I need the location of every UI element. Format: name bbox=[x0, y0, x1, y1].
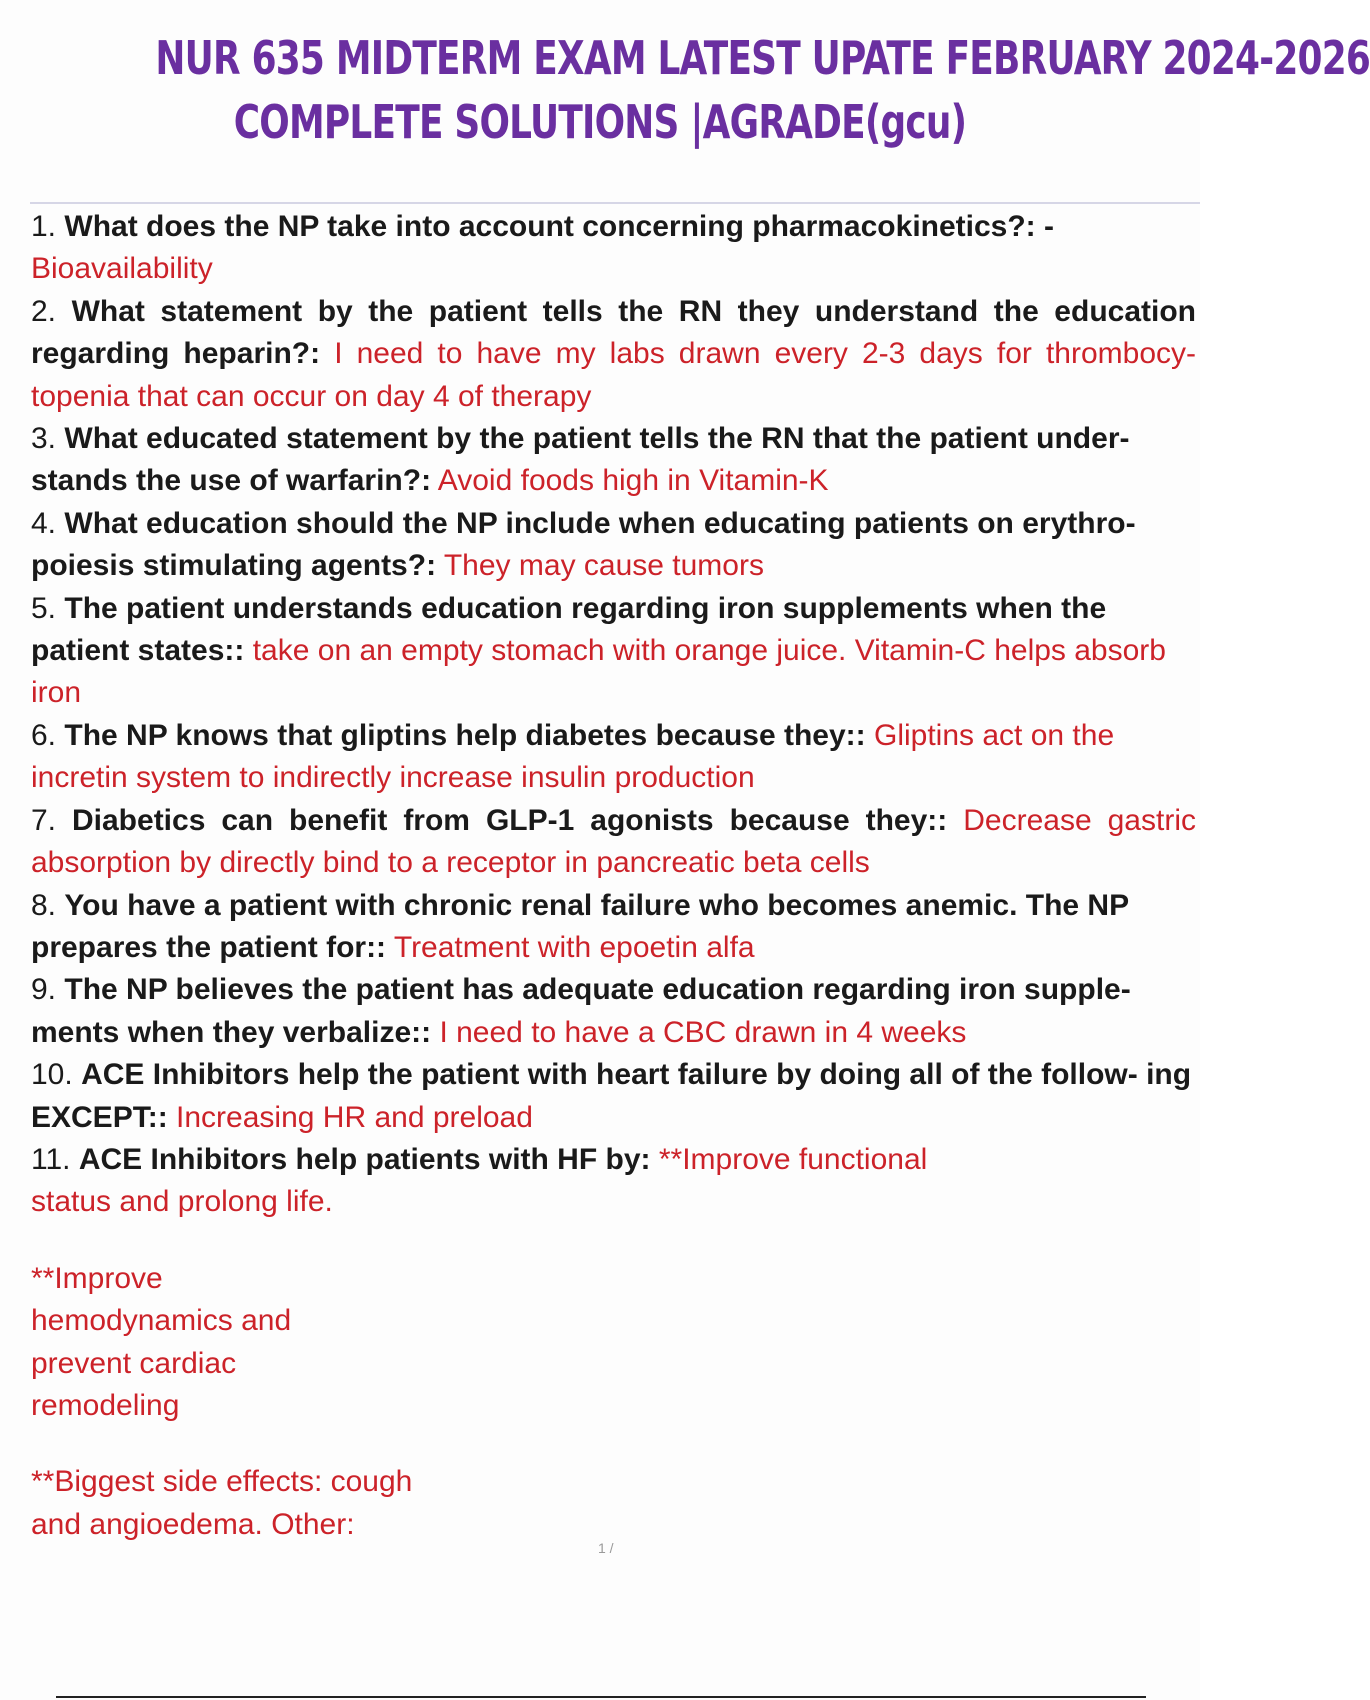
item-number: 6. bbox=[31, 718, 57, 752]
note-line: prevent cardiac bbox=[31, 1346, 237, 1380]
qa-item-8 bbox=[31, 885, 1196, 970]
item-number: 8. bbox=[31, 888, 57, 922]
item-number: 7. bbox=[31, 803, 57, 837]
item-number: 9. bbox=[31, 973, 57, 1007]
question-text: The NP believes the patient has adequate education regarding iron supple- ments when they verbalize:: bbox=[31, 973, 1131, 1049]
item-number: 4. bbox=[31, 506, 57, 540]
answer-text: Avoid foods high in Vitamin-K bbox=[437, 464, 829, 498]
qa-list bbox=[31, 206, 1196, 1546]
item-number: 1. bbox=[31, 210, 57, 243]
qa-item-10 bbox=[31, 1054, 1196, 1139]
answer-text: I need to have my labs drawn every 2-3 days for thrombocy- topenia that can occur on day 4 of therapy bbox=[31, 337, 1196, 413]
title-divider bbox=[30, 202, 1200, 204]
note-line: **Biggest side effects: cough bbox=[31, 1465, 413, 1499]
item-number: 10. bbox=[31, 1058, 73, 1092]
question-text: Diabetics can benefit from GLP-1 agonists because they:: bbox=[72, 803, 948, 837]
question-text: The patient understands education regarding iron supplements when the patient states:: bbox=[31, 591, 1107, 668]
note-line: **Improve bbox=[31, 1261, 163, 1295]
bottom-divider bbox=[56, 1696, 1146, 1698]
question-text: You have a patient with chronic renal failure who becomes anemic. The NP prepares the patient for:: bbox=[31, 888, 1129, 964]
answer-text: I need to have a CBC drawn in 4 weeks bbox=[439, 1015, 967, 1049]
answer-text: Treatment with epoetin alfa bbox=[393, 930, 755, 964]
note-line: hemodynamics and bbox=[31, 1304, 292, 1338]
spacer bbox=[31, 1427, 1196, 1461]
qa-item-3 bbox=[31, 418, 1196, 503]
answer-text: Gliptins act on the incretin system to indirectly increase insulin production bbox=[31, 718, 1115, 795]
page-number: 1 / bbox=[598, 1540, 614, 1556]
qa-item-5 bbox=[31, 588, 1196, 715]
question-text: The NP knows that gliptins help diabetes because they:: bbox=[64, 718, 866, 752]
answer-text: **Improve functional bbox=[658, 1142, 928, 1176]
title-line-1: NUR 635 MIDTERM EXAM LATEST UPATE FEBRUARY 2024-2026 bbox=[155, 31, 1370, 85]
qa-item-11 bbox=[31, 1139, 1196, 1181]
item-number: 2. bbox=[31, 294, 57, 328]
note-line: remodeling bbox=[31, 1388, 180, 1422]
answer-text: They may cause tumors bbox=[443, 549, 764, 583]
item-number: 3. bbox=[31, 422, 57, 456]
qa-item-7 bbox=[31, 800, 1196, 885]
title-line-2: COMPLETE SOLUTIONS |AGRADE(gcu) bbox=[233, 95, 967, 149]
question-text: What education should the NP include when educating patients on erythro- poiesis stimulating agents?: bbox=[31, 506, 1136, 583]
question-text: What does the NP take into account concerning pharmacokinetics?: - bbox=[64, 210, 1054, 243]
note-line: and angioedema. Other: bbox=[31, 1507, 355, 1541]
item-number: 11. bbox=[31, 1142, 71, 1176]
question-text: ACE Inhibitors help the patient with heart failure by doing all of the follow- ing EXCEPT:: bbox=[31, 1058, 1192, 1134]
item-number: 5. bbox=[31, 591, 57, 625]
answer-note-2 bbox=[31, 1461, 1196, 1546]
qa-item-9 bbox=[31, 969, 1196, 1054]
document-title bbox=[155, 26, 1370, 154]
answer-continuation: status and prolong life. bbox=[31, 1185, 333, 1219]
answer-text: take on an empty stomach with orange juice. Vitamin-C helps absorb iron bbox=[31, 634, 1166, 710]
qa-item-2 bbox=[31, 291, 1196, 418]
question-text: What educated statement by the patient tells the RN that the patient under- stands the use of warfarin?: bbox=[31, 422, 1130, 498]
spacer bbox=[31, 1224, 1196, 1258]
answer-note-1 bbox=[31, 1258, 1196, 1428]
question-text: What statement by the patient tells the RN they understand the education regarding heparin?: bbox=[31, 294, 1196, 371]
qa-item-4 bbox=[31, 503, 1196, 588]
question-text: ACE Inhibitors help patients with HF by: bbox=[78, 1142, 651, 1176]
answer-text: Increasing HR and preload bbox=[176, 1100, 533, 1134]
qa-item-6 bbox=[31, 715, 1196, 800]
answer-text: Decrease gastric absorption by directly bind to a receptor in pancreatic beta cells bbox=[31, 803, 1196, 880]
answer-text: Bioavailability bbox=[31, 252, 213, 286]
qa-item-1 bbox=[31, 206, 1196, 291]
